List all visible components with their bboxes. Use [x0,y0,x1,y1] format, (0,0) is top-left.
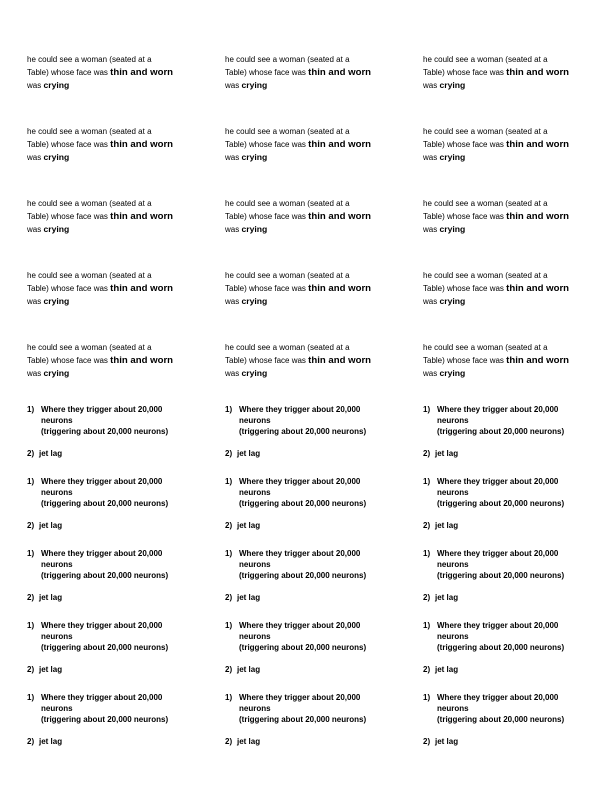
question-line: neurons [437,488,469,497]
question-line: Where they trigger about 20,000 [239,621,361,630]
question-card [225,692,405,747]
question-text: jet lag [39,521,63,530]
question-number: 1) [27,621,35,630]
sentence-emphasis: crying [43,296,70,306]
question-line: neurons [41,704,73,713]
question-text: jet lag [237,449,261,458]
question-answer: (triggering about 20,000 neurons) [239,643,367,652]
question-line: Where they trigger about 20,000 [41,693,163,702]
question-card [27,476,207,531]
sentence-card [27,342,207,381]
question-answer: (triggering about 20,000 neurons) [41,427,169,436]
sentence-emphasis: thin and worn [110,354,174,366]
question-text [239,620,360,642]
question-2 [27,448,207,459]
sentence-line-3 [27,295,207,309]
question-number: 1) [225,621,233,630]
question-answer: (triggering about 20,000 neurons) [41,499,169,508]
sentence-emphasis: thin and worn [110,282,174,294]
question-text [41,692,162,714]
question-line: Where they trigger about 20,000 [437,549,559,558]
question-line: Where they trigger about 20,000 [239,549,361,558]
sentence-line-2 [27,283,207,296]
sentence-line-2 [225,67,405,80]
sentence-line-3 [225,151,405,165]
question-text: jet lag [39,593,63,602]
question-line: neurons [437,416,469,425]
question-text [437,620,558,642]
sentence-line-2 [423,355,603,368]
question-text [437,476,558,498]
question-text [239,476,360,498]
sentence-line-2 [225,211,405,224]
question-number: 1) [225,693,233,702]
question-number: 1) [225,477,233,486]
question-line: Where they trigger about 20,000 [239,477,361,486]
sentence-line-3 [423,367,603,381]
sentence-text: was [27,153,44,162]
sentence-text: was [423,153,440,162]
question-text: jet lag [237,665,261,674]
question-text [437,548,558,570]
sentence-emphasis: crying [241,224,268,234]
question-number: 2) [423,521,431,530]
question-line: Where they trigger about 20,000 [437,405,559,414]
sentence-emphasis: thin and worn [506,66,570,78]
question-line: Where they trigger about 20,000 [437,477,559,486]
question-line: Where they trigger about 20,000 [437,693,559,702]
question-card [27,548,207,603]
sentence-line-2 [27,211,207,224]
sentence-emphasis: thin and worn [110,138,174,150]
question-2 [27,520,207,531]
question-text [41,620,162,642]
question-card [423,476,603,531]
question-text: jet lag [435,593,459,602]
sentence-emphasis: thin and worn [308,354,372,366]
question-2 [225,592,405,603]
question-2 [423,448,603,459]
question-card [225,620,405,675]
question-2 [423,520,603,531]
sentence-card [423,270,603,309]
sentence-emphasis: thin and worn [308,138,372,150]
question-line: neurons [437,704,469,713]
question-answer: (triggering about 20,000 neurons) [437,571,565,580]
question-line: Where they trigger about 20,000 [239,693,361,702]
sentence-text: was [423,225,440,234]
sentence-line-1: he could see a woman (seated at a [27,199,152,208]
sentence-emphasis: thin and worn [506,282,570,294]
question-2 [423,592,603,603]
sentence-line-1: he could see a woman (seated at a [423,199,548,208]
question-1 [27,548,207,570]
question-text [239,548,360,570]
question-number: 1) [423,693,431,702]
question-card [27,620,207,675]
question-1 [27,692,207,714]
question-text: jet lag [435,521,459,530]
sentence-text: was [27,297,44,306]
sentence-text: Table) whose face was [27,355,111,365]
question-line: neurons [239,560,271,569]
question-line: neurons [437,560,469,569]
question-text: jet lag [39,449,63,458]
question-1 [225,692,405,714]
question-answer: (triggering about 20,000 neurons) [41,643,169,652]
sentence-line-3 [225,223,405,237]
question-text: jet lag [435,449,459,458]
sentence-text: Table) whose face was [27,67,111,77]
sentence-card [423,54,603,93]
question-card [225,548,405,603]
sentence-emphasis: crying [241,296,268,306]
question-text: jet lag [435,737,459,746]
question-number: 2) [423,665,431,674]
sentence-line-2 [423,211,603,224]
sentence-card [423,198,603,237]
sentence-line-3 [423,295,603,309]
sentence-card [27,270,207,309]
sentence-text: Table) whose face was [423,283,507,293]
sentence-emphasis: crying [43,152,70,162]
question-1 [423,620,603,642]
question-2 [225,520,405,531]
sentence-line-2 [225,139,405,152]
question-text [437,404,558,426]
sentence-text: Table) whose face was [27,211,111,221]
sentence-text: was [225,297,242,306]
sentence-line-1: he could see a woman (seated at a [423,343,548,352]
sentence-text: was [225,81,242,90]
question-1 [225,476,405,498]
question-answer: (triggering about 20,000 neurons) [41,571,169,580]
sentence-emphasis: crying [439,152,466,162]
sentence-card [27,126,207,165]
question-line: neurons [239,704,271,713]
sentence-emphasis: thin and worn [308,210,372,222]
sentence-emphasis: thin and worn [506,138,570,150]
question-answer: (triggering about 20,000 neurons) [41,715,169,724]
question-card [27,404,207,459]
question-2 [225,736,405,747]
question-1 [27,620,207,642]
question-number: 2) [423,737,431,746]
sentence-text: Table) whose face was [225,139,309,149]
question-text: jet lag [435,665,459,674]
sentence-line-1: he could see a woman (seated at a [27,343,152,352]
sentence-text: Table) whose face was [27,283,111,293]
sentence-text: was [423,81,440,90]
question-text [239,692,360,714]
question-number: 2) [27,737,35,746]
question-text [41,548,162,570]
sentence-text: Table) whose face was [423,67,507,77]
question-number: 2) [225,737,233,746]
question-1 [27,404,207,426]
question-line: Where they trigger about 20,000 [41,621,163,630]
sentence-text: Table) whose face was [225,211,309,221]
question-1 [27,476,207,498]
sentence-line-3 [225,79,405,93]
sentence-line-2 [225,283,405,296]
sentence-card [225,198,405,237]
question-line: Where they trigger about 20,000 [41,549,163,558]
sentence-card [225,54,405,93]
question-card [423,620,603,675]
question-answer: (triggering about 20,000 neurons) [239,427,367,436]
sentence-line-2 [423,67,603,80]
question-answer: (triggering about 20,000 neurons) [239,571,367,580]
question-2 [225,664,405,675]
question-text: jet lag [39,737,63,746]
question-card [225,404,405,459]
question-1 [423,548,603,570]
sentence-text: was [225,369,242,378]
question-card [27,692,207,747]
sentence-emphasis: crying [241,80,268,90]
sentence-emphasis: crying [439,224,466,234]
sentence-line-1: he could see a woman (seated at a [27,127,152,136]
question-2 [27,736,207,747]
sentence-line-1: he could see a woman (seated at a [225,55,350,64]
question-1 [225,548,405,570]
question-number: 2) [27,665,35,674]
question-number: 2) [225,593,233,602]
question-number: 1) [225,549,233,558]
question-card [423,692,603,747]
question-1 [423,404,603,426]
sentence-line-3 [423,79,603,93]
sentence-emphasis: thin and worn [308,66,372,78]
question-number: 2) [27,593,35,602]
question-2 [27,664,207,675]
question-line: Where they trigger about 20,000 [239,405,361,414]
sentence-card [225,342,405,381]
question-number: 1) [225,405,233,414]
sentence-line-2 [27,355,207,368]
sentence-line-3 [27,223,207,237]
question-number: 1) [423,405,431,414]
question-number: 1) [27,477,35,486]
sentence-line-1: he could see a woman (seated at a [225,127,350,136]
sentence-emphasis: crying [439,368,466,378]
sentence-text: Table) whose face was [423,139,507,149]
sentence-card [27,54,207,93]
question-line: Where they trigger about 20,000 [437,621,559,630]
question-text: jet lag [237,737,261,746]
question-1 [423,692,603,714]
sentence-emphasis: crying [43,224,70,234]
question-number: 1) [27,693,35,702]
question-line: neurons [41,560,73,569]
question-line: neurons [41,632,73,641]
question-number: 2) [225,449,233,458]
sentence-emphasis: thin and worn [506,210,570,222]
sentence-text: Table) whose face was [423,355,507,365]
sentence-text: was [225,225,242,234]
sentence-emphasis: crying [43,368,70,378]
sentence-card [225,126,405,165]
sentence-text: was [423,297,440,306]
question-answer: (triggering about 20,000 neurons) [437,715,565,724]
question-text [239,404,360,426]
sentence-emphasis: thin and worn [308,282,372,294]
sentence-line-3 [225,295,405,309]
sentence-emphasis: crying [241,152,268,162]
question-number: 2) [225,521,233,530]
sentence-line-2 [225,355,405,368]
sentence-text: was [225,153,242,162]
question-answer: (triggering about 20,000 neurons) [437,427,565,436]
question-number: 1) [27,405,35,414]
sentence-text: Table) whose face was [225,355,309,365]
question-number: 2) [27,449,35,458]
question-text: jet lag [39,665,63,674]
sentence-line-1: he could see a woman (seated at a [423,55,548,64]
question-card [225,476,405,531]
question-line: Where they trigger about 20,000 [41,477,163,486]
sentence-line-2 [423,139,603,152]
sentence-line-2 [423,283,603,296]
question-number: 1) [423,621,431,630]
question-1 [225,620,405,642]
sentence-card [225,270,405,309]
sentence-line-2 [27,139,207,152]
question-answer: (triggering about 20,000 neurons) [239,499,367,508]
sentence-emphasis: crying [439,80,466,90]
question-number: 1) [27,549,35,558]
question-card [423,404,603,459]
question-number: 1) [423,477,431,486]
question-number: 2) [225,665,233,674]
question-number: 2) [423,449,431,458]
question-line: neurons [239,416,271,425]
sentence-line-1: he could see a woman (seated at a [423,271,548,280]
sentence-text: was [27,81,44,90]
question-line: neurons [41,416,73,425]
sentence-emphasis: crying [241,368,268,378]
sentence-line-3 [423,151,603,165]
sentence-text: Table) whose face was [225,283,309,293]
question-1 [423,476,603,498]
question-text: jet lag [237,593,261,602]
question-line: neurons [239,632,271,641]
question-2 [27,592,207,603]
sentence-line-2 [27,67,207,80]
question-2 [225,448,405,459]
question-answer: (triggering about 20,000 neurons) [437,499,565,508]
question-2 [423,736,603,747]
sentence-card [423,126,603,165]
question-line: neurons [437,632,469,641]
sentence-line-3 [423,223,603,237]
question-number: 2) [423,593,431,602]
question-line: Where they trigger about 20,000 [41,405,163,414]
question-1 [225,404,405,426]
sentence-line-3 [27,367,207,381]
sentence-text: Table) whose face was [225,67,309,77]
sentence-text: Table) whose face was [27,139,111,149]
sentence-line-1: he could see a woman (seated at a [225,271,350,280]
sentence-line-3 [27,151,207,165]
question-answer: (triggering about 20,000 neurons) [239,715,367,724]
sentence-line-1: he could see a woman (seated at a [27,55,152,64]
question-line: neurons [239,488,271,497]
question-card [423,548,603,603]
question-text [437,692,558,714]
sentence-text: was [27,225,44,234]
sentence-line-3 [27,79,207,93]
question-answer: (triggering about 20,000 neurons) [437,643,565,652]
sentence-line-3 [225,367,405,381]
question-text [41,476,162,498]
sentence-emphasis: thin and worn [506,354,570,366]
sentence-line-1: he could see a woman (seated at a [27,271,152,280]
sentence-text: was [27,369,44,378]
sentence-line-1: he could see a woman (seated at a [225,343,350,352]
question-number: 1) [423,549,431,558]
sentence-emphasis: crying [43,80,70,90]
sentence-emphasis: thin and worn [110,210,174,222]
question-2 [423,664,603,675]
question-line: neurons [41,488,73,497]
sentence-text: was [423,369,440,378]
sentence-line-1: he could see a woman (seated at a [423,127,548,136]
sentence-text: Table) whose face was [423,211,507,221]
question-text [41,404,162,426]
question-text: jet lag [237,521,261,530]
sentence-line-1: he could see a woman (seated at a [225,199,350,208]
sentence-emphasis: thin and worn [110,66,174,78]
sentence-card [27,198,207,237]
sentence-card [423,342,603,381]
question-number: 2) [27,521,35,530]
sentence-emphasis: crying [439,296,466,306]
